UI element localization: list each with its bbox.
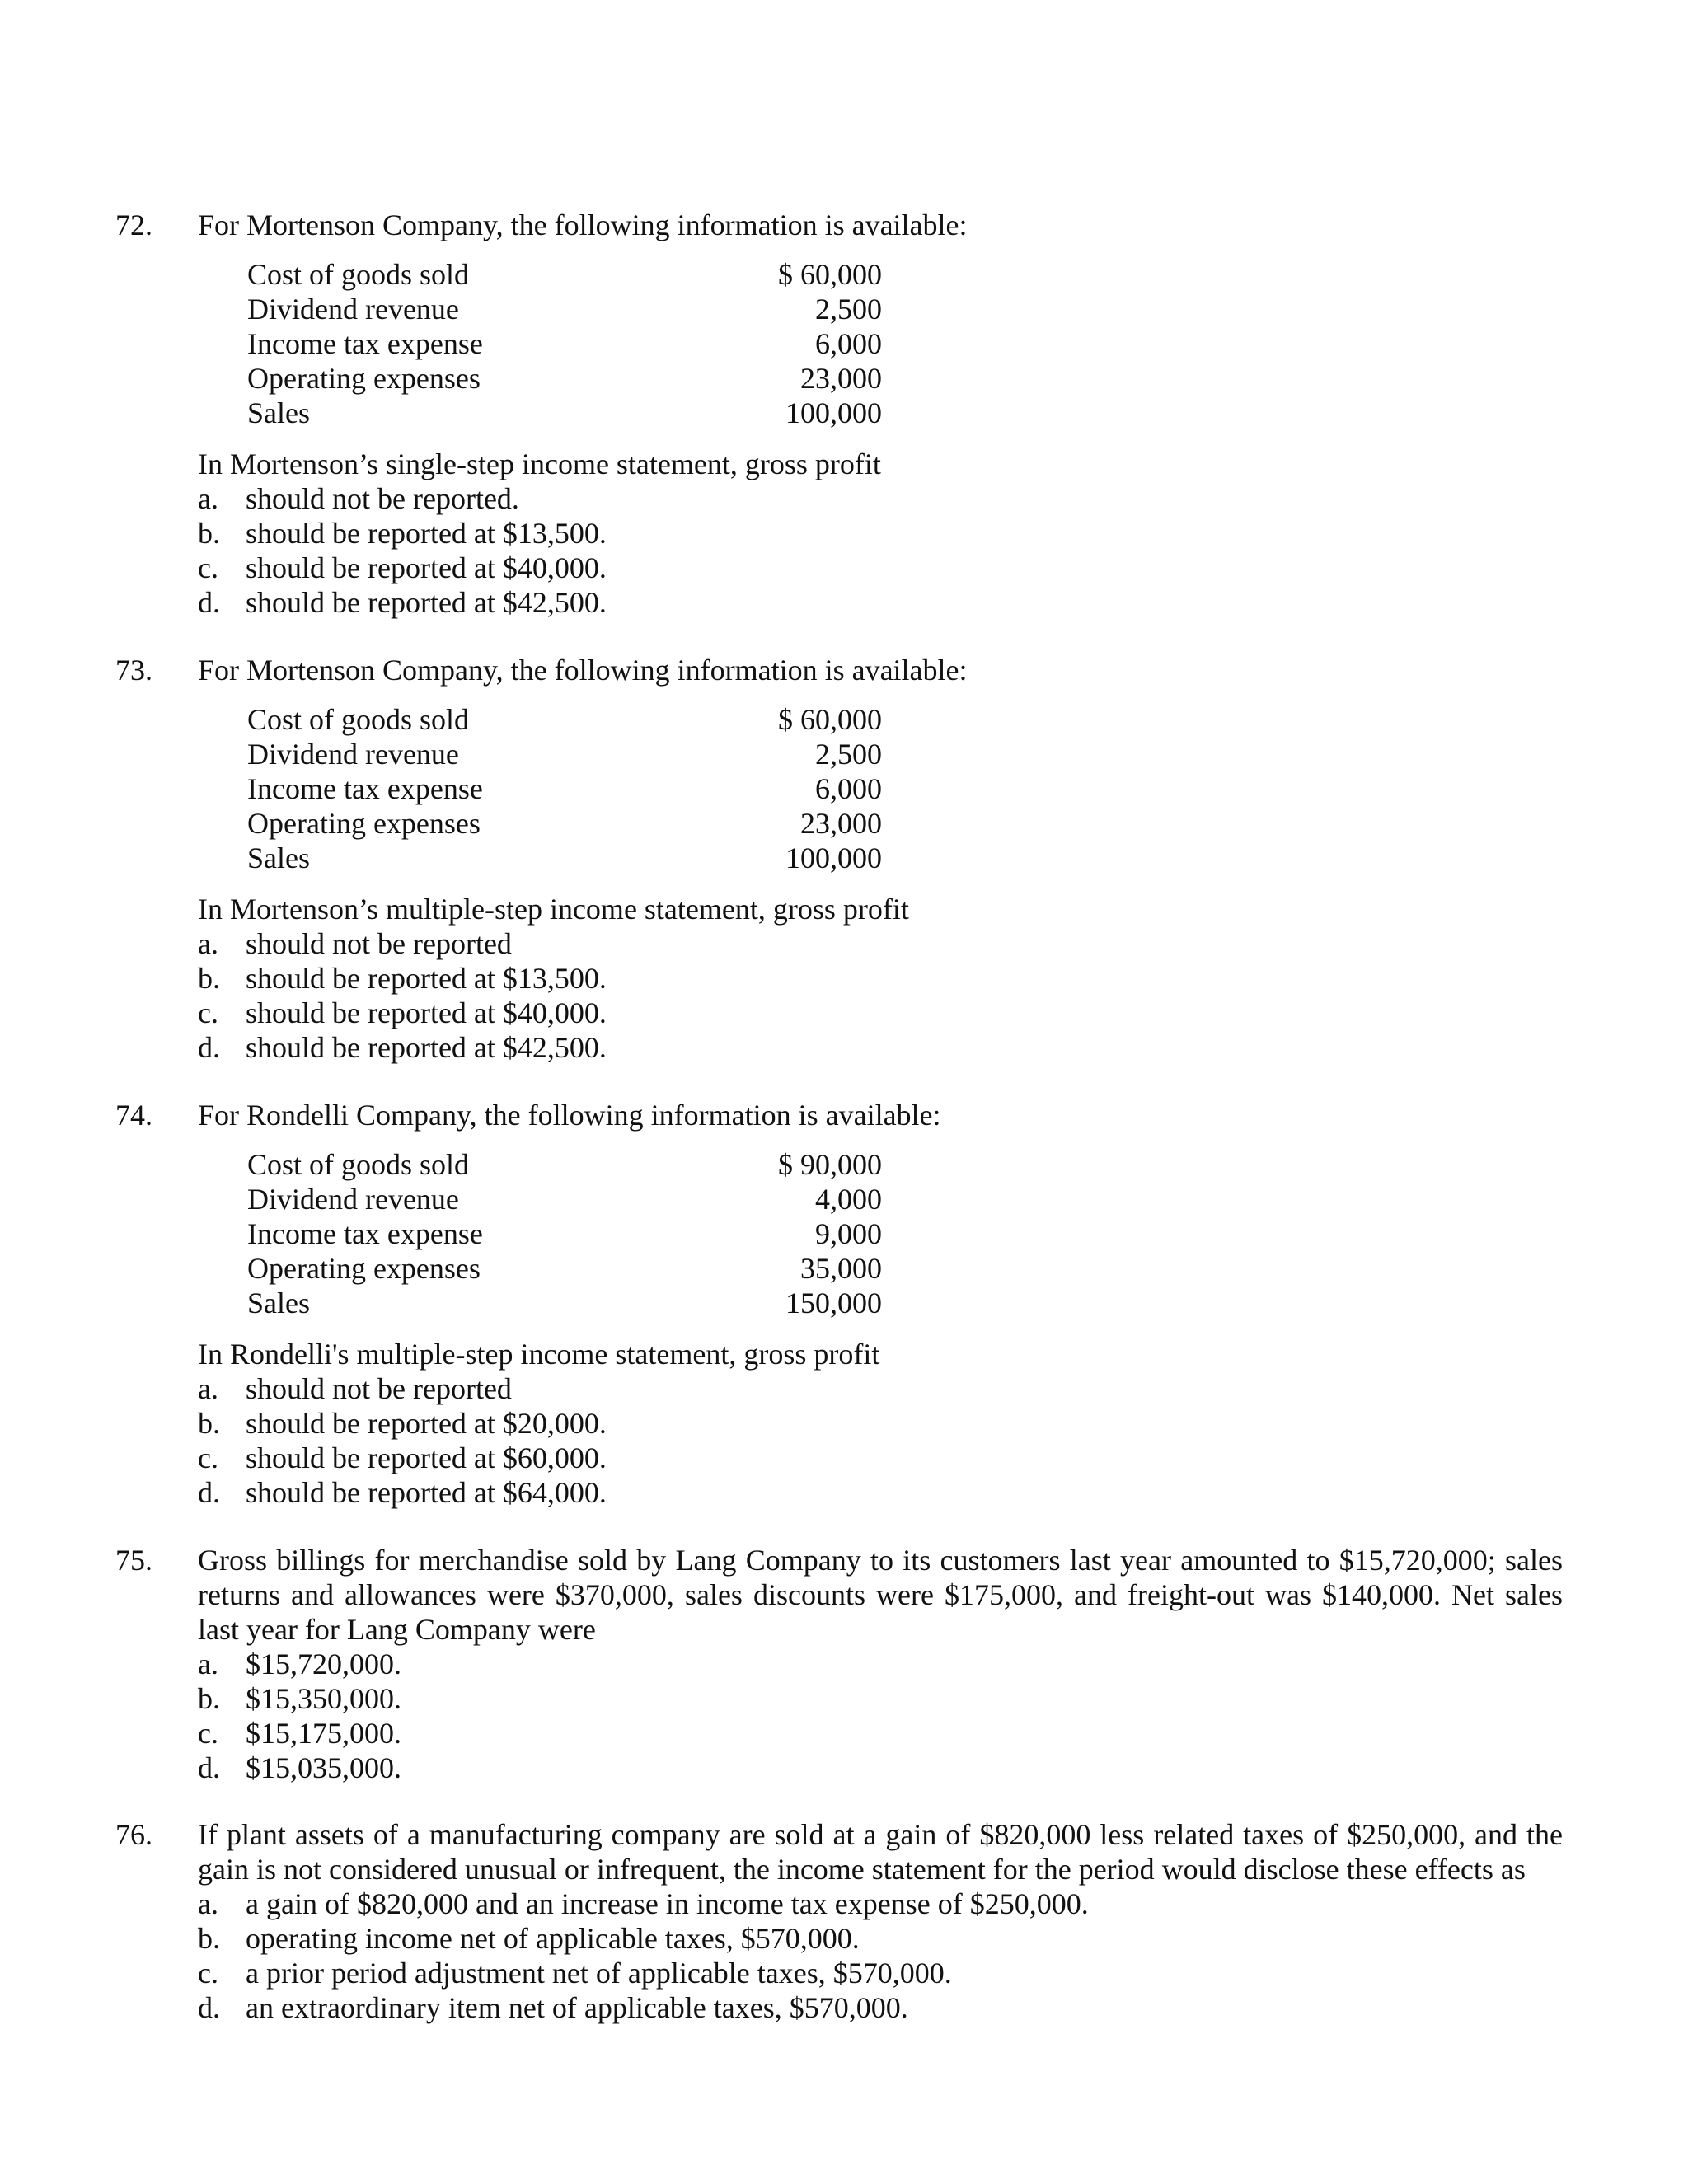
row-value: 100,000 xyxy=(785,841,882,874)
choice-text: $15,350,000. xyxy=(246,1682,401,1715)
financial-data-table xyxy=(247,1147,882,1320)
row-label: Cost of goods sold xyxy=(247,258,470,291)
choice-letter: b. xyxy=(198,1407,220,1440)
choice-text: should be reported at $20,000. xyxy=(246,1407,607,1440)
row-value: $ 60,000 xyxy=(778,703,882,736)
choice-text: should not be reported. xyxy=(246,482,519,515)
table-row xyxy=(247,841,882,875)
row-value: 100,000 xyxy=(785,396,882,429)
table-row xyxy=(247,702,882,737)
choice-text: $15,720,000. xyxy=(246,1647,401,1680)
choice-letter: b. xyxy=(198,1922,220,1955)
row-value: 2,500 xyxy=(815,293,882,326)
question-stem: Gross billings for merchandise sold by Lang Company to its customers last year amounted to $15,720,000; sales returns and allowances were $370,000, sales discounts were $175,000, and freight-out was $140,000. Net sales last year for Lang Company were xyxy=(198,1544,1563,1646)
row-label: Dividend revenue xyxy=(247,293,459,326)
table-row xyxy=(247,1216,882,1251)
choice-letter: a. xyxy=(198,482,218,515)
choice-text: should be reported at $40,000. xyxy=(246,996,607,1029)
choice-letter: d. xyxy=(198,1031,220,1064)
financial-data-table xyxy=(247,257,882,430)
table-row xyxy=(247,292,882,326)
choice-letter: d. xyxy=(198,586,220,619)
row-label: Income tax expense xyxy=(247,327,483,360)
row-label: Operating expenses xyxy=(247,362,481,395)
choice-text: an extraordinary item net of applicable taxes, $570,000. xyxy=(246,1991,908,2024)
question-stem: For Mortenson Company, the following information is available: xyxy=(198,209,968,241)
choice-letter: a. xyxy=(198,1887,218,1920)
question-number: 75. xyxy=(115,1544,152,1577)
choice-text: should not be reported xyxy=(246,1372,512,1405)
question-number: 72. xyxy=(115,209,152,241)
choice-letter: b. xyxy=(198,962,220,995)
choice-text: a prior period adjustment net of applicable taxes, $570,000. xyxy=(246,1957,952,1990)
row-value: 4,000 xyxy=(815,1183,882,1216)
row-value: 9,000 xyxy=(815,1217,882,1250)
question-number: 74. xyxy=(115,1099,152,1132)
choice-letter: b. xyxy=(198,517,220,550)
row-value: $ 90,000 xyxy=(778,1148,882,1181)
row-label: Income tax expense xyxy=(247,772,483,805)
row-value: 150,000 xyxy=(785,1286,882,1319)
choice-letter: c. xyxy=(198,551,218,584)
table-row xyxy=(247,737,882,771)
question-stem: For Rondelli Company, the following information is available: xyxy=(198,1099,941,1132)
row-value: 23,000 xyxy=(800,807,882,840)
choice-text: should be reported at $42,500. xyxy=(246,586,607,619)
row-label: Cost of goods sold xyxy=(247,1148,470,1181)
table-row xyxy=(247,257,882,292)
choice-text: should be reported at $40,000. xyxy=(246,551,607,584)
choice-letter: d. xyxy=(198,1991,220,2024)
row-label: Dividend revenue xyxy=(247,1183,459,1216)
choice-text: should not be reported xyxy=(246,927,512,960)
row-label: Income tax expense xyxy=(247,1217,483,1250)
choice-text: operating income net of applicable taxes, $570,000. xyxy=(246,1922,860,1955)
table-row xyxy=(247,1182,882,1216)
question-number: 73. xyxy=(115,654,152,687)
row-label: Sales xyxy=(247,1286,310,1319)
choice-letter: c. xyxy=(198,1717,218,1750)
table-row xyxy=(247,806,882,841)
choice-letter: a. xyxy=(198,1372,218,1405)
question-number: 76. xyxy=(115,1818,152,1851)
choice-letter: c. xyxy=(198,1957,218,1990)
question-prompt: In Mortenson’s multiple-step income statement, gross profit xyxy=(198,893,909,926)
choice-text: $15,035,000. xyxy=(246,1751,401,1784)
financial-data-table xyxy=(247,702,882,875)
choice-text: should be reported at $42,500. xyxy=(246,1031,607,1064)
choice-letter: c. xyxy=(198,1441,218,1474)
row-label: Operating expenses xyxy=(247,807,481,840)
choice-letter: c. xyxy=(198,996,218,1029)
choice-letter: a. xyxy=(198,1647,218,1680)
choice-letter: a. xyxy=(198,927,218,960)
table-row xyxy=(247,361,882,396)
choice-text: a gain of $820,000 and an increase in income tax expense of $250,000. xyxy=(246,1887,1089,1920)
choice-letter: d. xyxy=(198,1751,220,1784)
choice-text: $15,175,000. xyxy=(246,1717,401,1750)
choice-text: should be reported at $13,500. xyxy=(246,517,607,550)
table-row xyxy=(247,1251,882,1286)
row-label: Sales xyxy=(247,396,310,429)
row-value: $ 60,000 xyxy=(778,258,882,291)
question-prompt: In Rondelli's multiple-step income statement, gross profit xyxy=(198,1338,880,1371)
question-prompt: In Mortenson’s single-step income statement, gross profit xyxy=(198,448,881,480)
choice-text: should be reported at $60,000. xyxy=(246,1441,607,1474)
question-stem: For Mortenson Company, the following information is available: xyxy=(198,654,968,687)
row-label: Dividend revenue xyxy=(247,738,459,771)
row-value: 23,000 xyxy=(800,362,882,395)
choice-letter: b. xyxy=(198,1682,220,1715)
table-row xyxy=(247,326,882,361)
choice-text: should be reported at $13,500. xyxy=(246,962,607,995)
table-row xyxy=(247,1147,882,1182)
row-value: 6,000 xyxy=(815,327,882,360)
table-row xyxy=(247,1286,882,1320)
row-label: Sales xyxy=(247,841,310,874)
table-row xyxy=(247,396,882,430)
row-label: Operating expenses xyxy=(247,1252,481,1285)
question-stem: If plant assets of a manufacturing company are sold at a gain of $820,000 less related taxes of $250,000, and the gain is not considered unusual or infrequent, the income statement for the period would disclose these effects as xyxy=(198,1818,1563,1886)
choice-text: should be reported at $64,000. xyxy=(246,1476,607,1509)
table-row xyxy=(247,771,882,806)
row-value: 2,500 xyxy=(815,738,882,771)
row-label: Cost of goods sold xyxy=(247,703,470,736)
row-value: 6,000 xyxy=(815,772,882,805)
row-value: 35,000 xyxy=(800,1252,882,1285)
choice-letter: d. xyxy=(198,1476,220,1509)
